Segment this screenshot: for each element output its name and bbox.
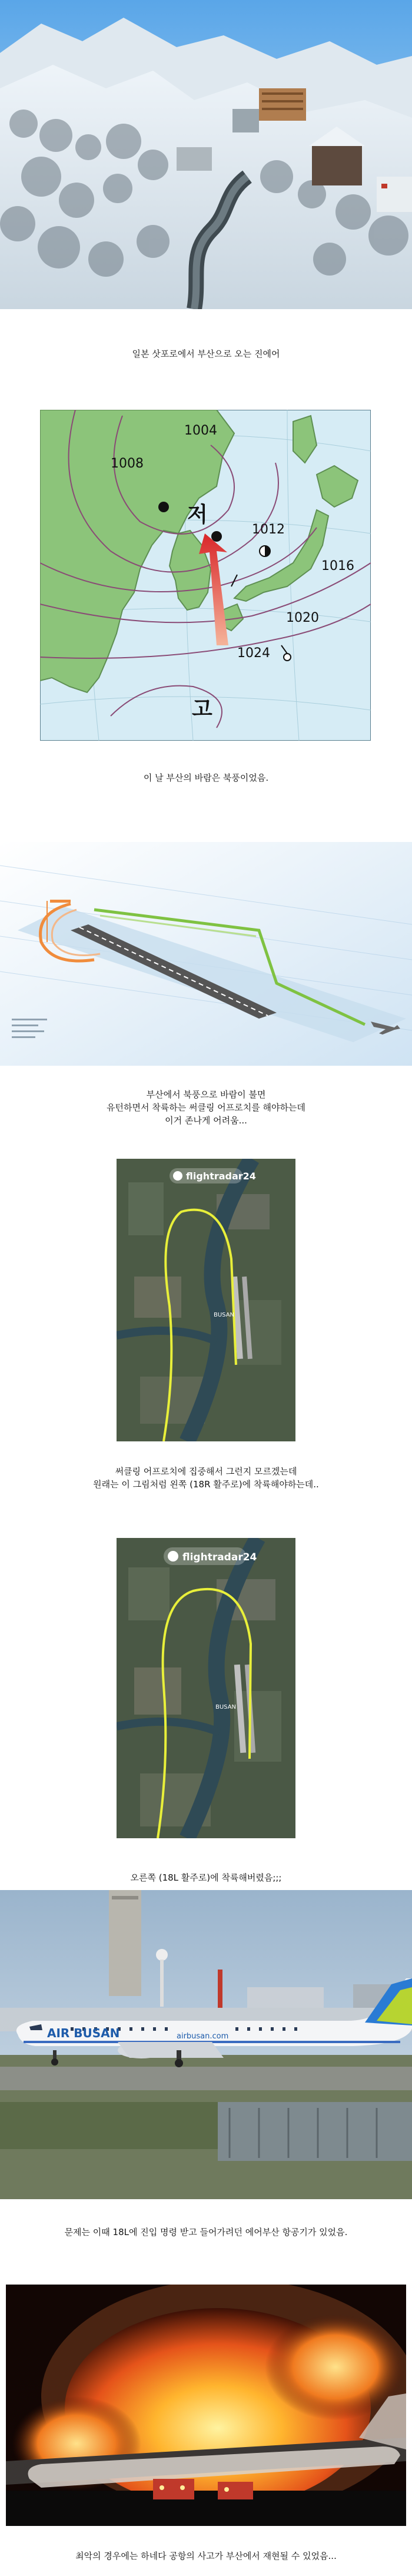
front-dot bbox=[211, 531, 222, 542]
air-busan-url: airbusan.com bbox=[177, 2032, 229, 2041]
caption-air-busan-entering: 문제는 이때 18L에 진입 명령 받고 들어가려던 에어부산 항공기가 있었음. bbox=[64, 2227, 348, 2237]
high-pressure-label: 고 bbox=[192, 697, 212, 721]
isobar-label: 1004 bbox=[184, 423, 217, 438]
isobar-label: 1024 bbox=[237, 646, 270, 661]
air-busan-livery: AIR BUSAN bbox=[47, 2026, 120, 2040]
flightradar-screenshot-expected bbox=[117, 1159, 295, 1441]
flightradar-logo-icon bbox=[168, 1551, 178, 1561]
flightradar-logo-icon bbox=[173, 1171, 182, 1181]
airport-label: BUSAN bbox=[215, 1704, 237, 1710]
isobar-label: 1016 bbox=[321, 559, 354, 573]
caption-haneda-warning: 최악의 경우에는 하네다 공항의 사고가 부산에서 재현될 수 있었음... bbox=[75, 2551, 337, 2561]
caption-landed-18l: 오른쪽 (18L 활주로)에 착륙해버렸음;;; bbox=[130, 1872, 282, 1883]
flightradar-brand: flightradar24 bbox=[182, 1551, 257, 1563]
air-busan-plane-photo bbox=[0, 1890, 412, 2199]
airport-label: BUSAN bbox=[214, 1312, 235, 1318]
weather-map bbox=[40, 410, 371, 741]
caption-circling-explain: 부산에서 북풍으로 바람이 불면 유턴하면서 착륙하는 써클링 어프로치를 해야하는데 이거 존나게 어려움... bbox=[107, 1089, 305, 1126]
sapporo-snow-photo bbox=[0, 0, 412, 309]
caption-jinair-route: 일본 삿포로에서 부산으로 오는 진에어 bbox=[132, 349, 280, 359]
isobar-label: 1012 bbox=[252, 522, 285, 537]
caption-north-wind: 이 날 부산의 바람은 북풍이었음. bbox=[143, 773, 269, 783]
circling-approach-diagram bbox=[0, 842, 412, 1066]
low-pressure-label: 저 bbox=[187, 503, 208, 527]
isobar-label: 1008 bbox=[111, 456, 144, 471]
flightradar-brand: flightradar24 bbox=[186, 1171, 256, 1182]
isobar-label: 1020 bbox=[286, 611, 319, 625]
caption-should-land-18r: 써클링 어프로치에 집중해서 그런지 모르겠는데 원래는 이 그림처럼 왼쪽 (18R 활주로)에 착륙해야하는데.. bbox=[93, 1466, 319, 1490]
flightradar-screenshot-actual bbox=[117, 1538, 295, 1838]
haneda-fire-photo bbox=[6, 2285, 406, 2526]
